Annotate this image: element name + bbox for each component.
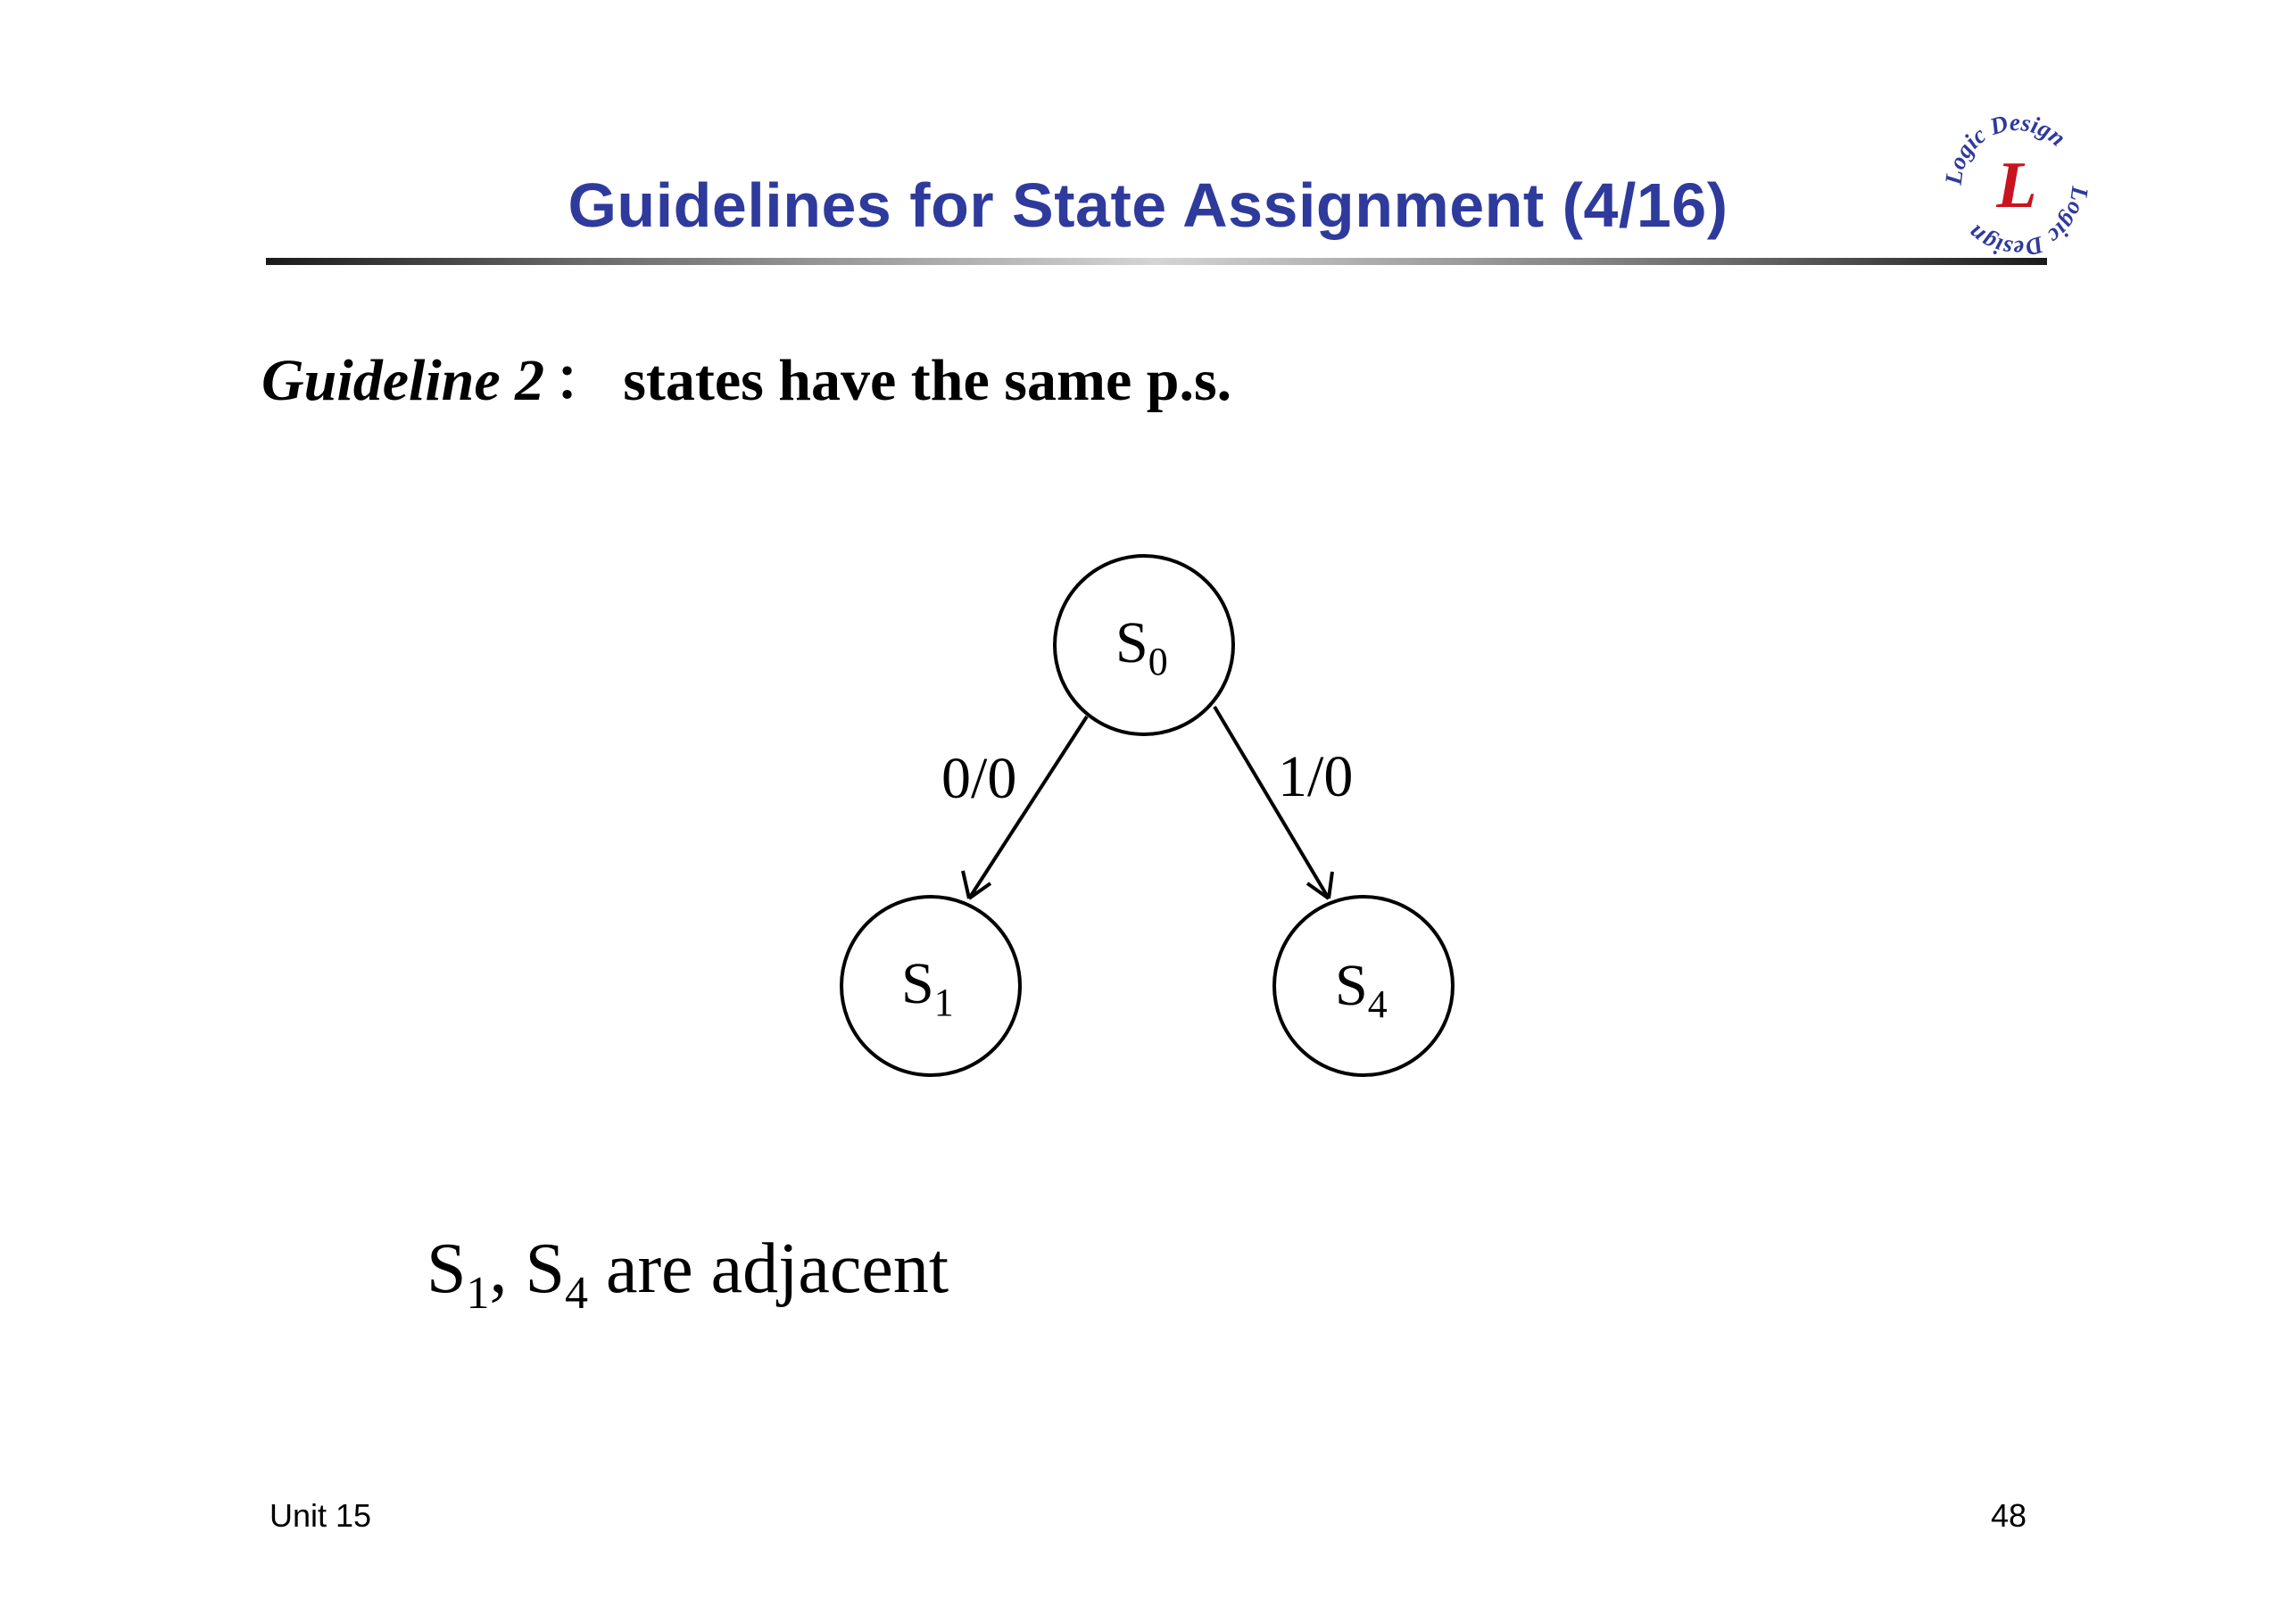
logo-initial: L xyxy=(1996,149,2037,222)
guideline-text: states have the same p.s. xyxy=(623,348,1232,413)
conclusion-s1-base: S xyxy=(427,1230,467,1308)
footer-unit: Unit 15 xyxy=(269,1497,372,1534)
conclusion-s4-base: S xyxy=(525,1230,565,1308)
conclusion-comma: , xyxy=(489,1230,508,1308)
edge-label-0-0: 0/0 xyxy=(941,746,1017,811)
logo-ring-text-1: Logic Design xyxy=(1939,108,2071,186)
state-s4-sub: 4 xyxy=(1367,982,1388,1026)
state-s0-base: S xyxy=(1115,610,1148,675)
state-s1-base: S xyxy=(901,951,934,1016)
state-s0-sub: 0 xyxy=(1148,640,1168,683)
footer-page-number: 48 xyxy=(1990,1497,2027,1534)
guideline-label: Guideline 2 xyxy=(261,348,545,413)
slide-title: Guidelines for State Assignment (4/16) xyxy=(568,170,1728,240)
state-s4-label xyxy=(1335,953,1388,1026)
conclusion-s1-sub: 1 xyxy=(466,1268,490,1319)
edge-label-1-0: 1/0 xyxy=(1278,744,1354,809)
state-s1-label xyxy=(901,951,954,1024)
conclusion-s4-sub: 4 xyxy=(565,1268,588,1319)
logo-ring-text-2: Logic Design xyxy=(1962,185,2094,263)
guideline-separator: ： xyxy=(553,348,613,413)
conclusion-text: are adjacent xyxy=(588,1230,949,1308)
conclusion-statement xyxy=(427,1230,949,1319)
state-s1-sub: 1 xyxy=(933,981,954,1024)
state-s4-base: S xyxy=(1335,953,1368,1018)
state-s0-label xyxy=(1115,610,1168,683)
